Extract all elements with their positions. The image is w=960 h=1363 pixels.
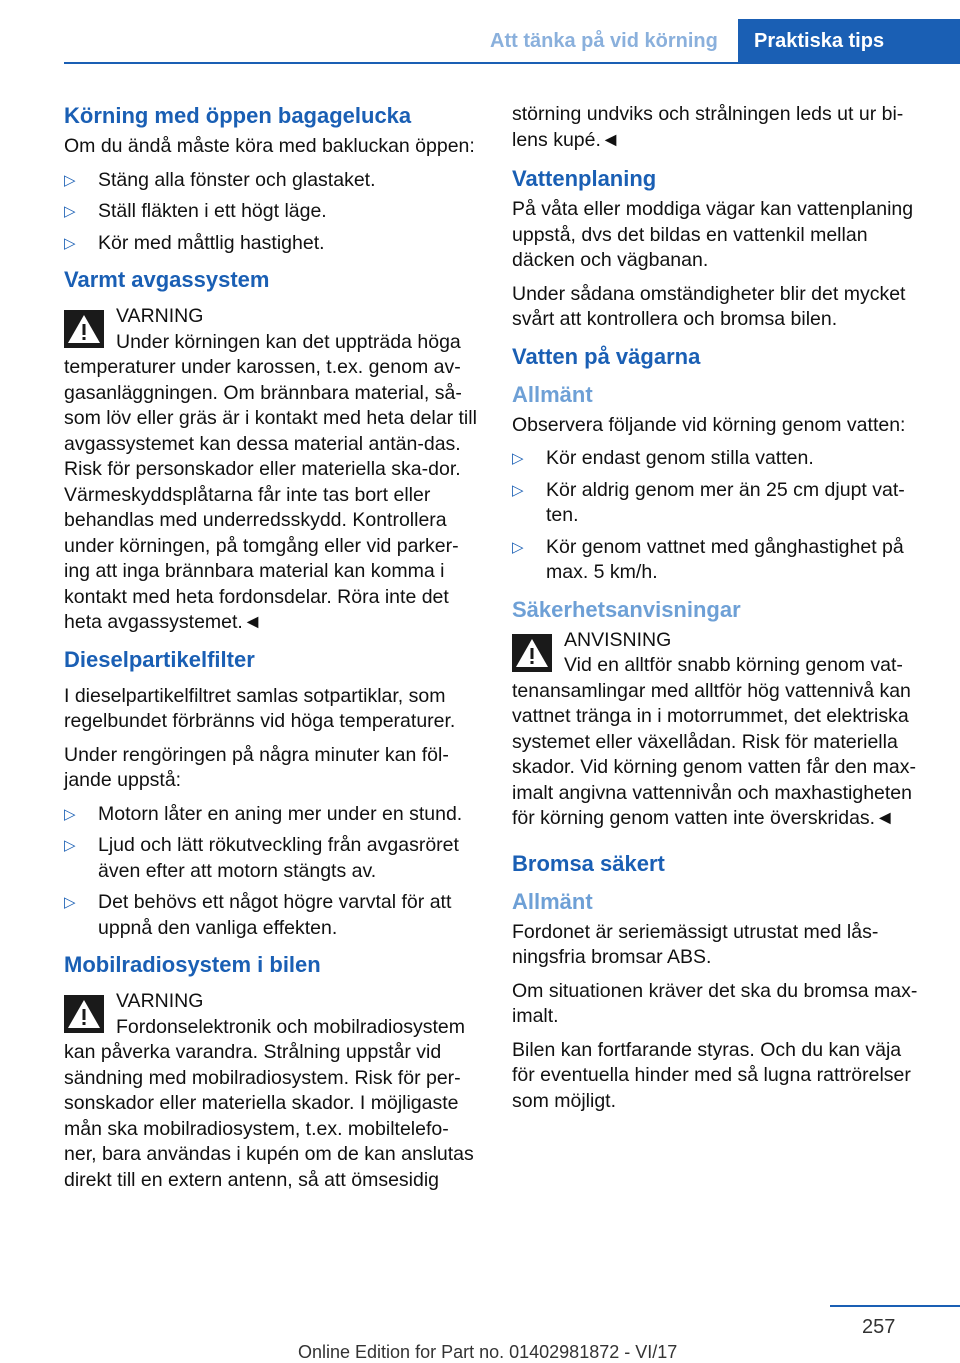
right-column <box>512 102 928 1122</box>
warning-radio <box>64 989 480 1193</box>
note-sakerhet <box>512 628 928 832</box>
warning-title: VARNING <box>116 305 204 327</box>
heading-avgas: Varmt avgassystem <box>64 267 270 292</box>
list-diesel <box>64 802 480 942</box>
list-item: ▷ Motorn låter en aning mer under en stund. <box>64 802 480 828</box>
warning-title: VARNING <box>116 990 204 1012</box>
para-vatten-1: På våta eller moddiga vägar kan vattenplaning uppstå, dvs det bildas en vattenkil mellan däcken och vägbanan. <box>512 198 914 271</box>
para-bromsa-2: Om situationen kräver det ska du bromsa max-imalt. <box>512 979 918 1027</box>
warning-triangle-icon <box>512 634 552 672</box>
warning-avgas <box>64 304 480 636</box>
heading-bromsa: Bromsa säkert <box>512 850 665 876</box>
list-item: ▷ Ljud och lätt rökutveckling från avgasröret även efter att motorn stängts av. <box>64 833 480 884</box>
header-section-title: Att tänka på vid körning <box>490 30 718 52</box>
warning-text: Under körningen kan det uppträda höga temperaturer under karossen, t.ex. genom av-gasanläggningen. Om brännbara material, så-som löv eller gräs är i kontakt med heta delar till avgassystemet kan dessa material antän-das. Risk för personskador eller materiella ska-dor. Värmeskyddsplåtarna får inte tas bort eller behandlas med underredsskydd. Kontrollera under körningen, på tomgång eller vid parker-ing att inga brännbara material kan komma i kontakt med heta fordonsdelar. Röra inte det heta avgassystemet.◄ <box>64 330 477 633</box>
header-chapter-label: Praktiska tips <box>754 30 885 52</box>
footer-rule <box>830 1305 960 1307</box>
list-item: ▷ Kör med måttlig hastighet. <box>64 231 480 257</box>
para-bromsa-1: Fordonet är seriemässigt utrustat med lås-ningsfria bromsar ABS. <box>512 920 879 968</box>
heading-radio: Mobilradiosystem i bilen <box>64 952 321 977</box>
subheading-allmant: Allmänt <box>512 888 593 914</box>
note-title: ANVISNING <box>564 628 672 651</box>
heading-bagage: Körning med öppen bagagelucka <box>64 103 412 128</box>
para-diesel-2: Under rengöringen på några minuter kan föl-jande uppstå: <box>64 743 449 791</box>
list-item: ▷ Kör endast genom stilla vatten. <box>512 446 928 472</box>
heading-vatten-vagarna: Vatten på vägarna <box>512 343 701 369</box>
header-chapter-tab <box>738 19 960 64</box>
para-allmant: Observera följande vid körning genom vatten: <box>512 413 906 436</box>
left-column <box>64 102 480 1203</box>
warning-triangle-icon <box>64 310 104 348</box>
heading-vattenplaning: Vattenplaning <box>512 166 657 191</box>
list-item: ▷ Det behövs ett något högre varvtal för att uppnå den vanliga effekten. <box>64 890 480 941</box>
subheading-allmant: Allmänt <box>512 381 593 407</box>
list-item: ▷ Stäng alla fönster och glastaket. <box>64 168 480 194</box>
warning-triangle-icon <box>64 995 104 1033</box>
note-text: Vid en alltför snabb körning genom vat-tenansamlingar med alltför hög vattennivå kan vattnet tränga in i motorrummet, det elektriska systemet eller växellådan. Risk för materiella skador. Vid körning genom vatten får den max-imalt angivna vattennivån och maxhastigheten för körning genom vatten inte överskridas.◄ <box>512 654 916 829</box>
para-vatten-2: Under sådana omständigheter blir det mycket svårt att kontrollera och bromsa bilen. <box>512 282 906 330</box>
list-bagage <box>64 168 480 257</box>
list-item: ▷ Ställ fläkten i ett högt läge. <box>64 199 480 225</box>
page-number: 257 <box>862 1316 896 1338</box>
warning-text: Fordonselektronik och mobilradiosystem kan påverka varandra. Strålning uppstår vid sändning med mobilradiosystem. Risk för per-sonskador eller materiella skador. I möjligaste mån ska mobilradiosystem, t.ex. mobiltelefo-ner, bara användas i kupén om de kan anslutas direkt till en extern antenn, så att ömsesidig <box>64 1015 474 1191</box>
para-bagage: Om du ändå måste köra med bakluckan öppen: <box>64 135 475 157</box>
list-item: ▷ Kör aldrig genom mer än 25 cm djupt vat-ten. <box>512 478 928 529</box>
para-continued: störning undviks och strålningen leds ut ur bi-lens kupé.◄ <box>512 103 904 151</box>
list-vatten <box>512 446 928 586</box>
para-diesel-1: I dieselpartikelfiltret samlas sotpartiklar, som regelbundet förbränns vid höga temperaturer. <box>64 684 456 732</box>
list-item: ▷ Kör genom vattnet med gånghastighet på max. 5 km/h. <box>512 535 928 586</box>
heading-diesel: Dieselpartikelfilter <box>64 646 255 672</box>
edition-note: Online Edition for Part no. 01402981872 - VI/17 <box>298 1342 678 1362</box>
para-bromsa-3: Bilen kan fortfarande styras. Och du kan väja för eventuella hinder med så lugna rattrörelser som möjligt. <box>512 1038 911 1112</box>
subheading-sakerhet: Säkerhetsanvisningar <box>512 596 741 622</box>
